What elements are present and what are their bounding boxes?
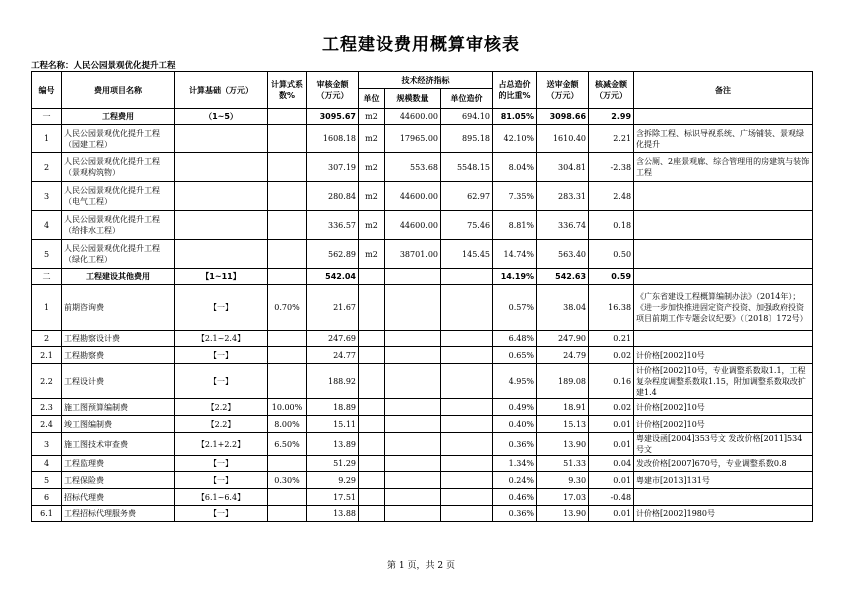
row-price: [441, 456, 493, 472]
row-qty: [385, 347, 441, 364]
row-rate: [268, 182, 307, 211]
row-approved: 9.29: [307, 472, 359, 489]
row-no: 5: [32, 240, 62, 269]
row-rate: 0.30%: [268, 472, 307, 489]
row-basis: 【一】: [175, 347, 268, 364]
row-name: 前期咨询费: [62, 285, 175, 331]
row-note: [634, 109, 813, 125]
row-ratio: 0.65%: [493, 347, 537, 364]
row-no: 6: [32, 489, 62, 506]
table-row: [32, 285, 813, 331]
table-row: [32, 472, 813, 489]
header-row-1: [32, 72, 813, 89]
row-submitted: 542.63: [537, 269, 589, 285]
row-no: 4: [32, 211, 62, 240]
row-basis: 【一】: [175, 456, 268, 472]
row-approved: 336.57: [307, 211, 359, 240]
row-rate: [268, 109, 307, 125]
header-submitted: 送审金额（万元）: [537, 72, 589, 109]
row-rate: [268, 125, 307, 153]
row-submitted: 247.90: [537, 331, 589, 347]
budget-table: [31, 71, 813, 522]
row-basis: 【一】: [175, 364, 268, 399]
row-submitted: 283.31: [537, 182, 589, 211]
row-unit: [359, 399, 385, 416]
row-basis: 【一】: [175, 506, 268, 522]
row-submitted: 13.90: [537, 433, 589, 456]
table-row: [32, 456, 813, 472]
row-no: 4: [32, 456, 62, 472]
row-no: 2: [32, 153, 62, 182]
row-diff: 0.59: [589, 269, 634, 285]
row-note: 发改价格[2007]670号，专业调整系数0.8: [634, 456, 813, 472]
table-row: [32, 364, 813, 399]
row-diff: 0.01: [589, 433, 634, 456]
row-ratio: 1.34%: [493, 456, 537, 472]
row-approved: 542.04: [307, 269, 359, 285]
row-note: 《广东省建设工程概算编制办法》（2014年）；《进一步加快推进固定资产投资、加强政府投资项目前期工作专题会议纪要》（〔2018〕172号）: [634, 285, 813, 331]
row-rate: 8.00%: [268, 416, 307, 433]
row-unit: [359, 269, 385, 285]
row-name: 工程勘察费: [62, 347, 175, 364]
row-approved: 13.88: [307, 506, 359, 522]
table-row: [32, 399, 813, 416]
row-name: 工程设计费: [62, 364, 175, 399]
row-diff: 0.18: [589, 211, 634, 240]
row-qty: [385, 472, 441, 489]
row-diff: 0.04: [589, 456, 634, 472]
row-ratio: 6.48%: [493, 331, 537, 347]
row-unit: [359, 506, 385, 522]
row-basis: 【1~11】: [175, 269, 268, 285]
row-unit: m2: [359, 240, 385, 269]
row-note: [634, 182, 813, 211]
row-ratio: 0.49%: [493, 399, 537, 416]
header-tech: 技术经济指标: [359, 72, 493, 89]
header-ratio: 占总造价的比重%: [493, 72, 537, 109]
row-rate: [268, 240, 307, 269]
row-note: [634, 240, 813, 269]
table-row: [32, 331, 813, 347]
row-price: [441, 347, 493, 364]
table-row: [32, 109, 813, 125]
row-submitted: 189.08: [537, 364, 589, 399]
row-no: 2.1: [32, 347, 62, 364]
row-no: 2: [32, 331, 62, 347]
row-price: [441, 433, 493, 456]
row-no: 二: [32, 269, 62, 285]
row-approved: 24.77: [307, 347, 359, 364]
row-diff: 0.02: [589, 347, 634, 364]
row-ratio: 4.95%: [493, 364, 537, 399]
row-rate: [268, 506, 307, 522]
row-price: 694.10: [441, 109, 493, 125]
row-note: 粤建设函[2004]353号文 发改价格[2011]534号文: [634, 433, 813, 456]
row-note: 计价格[2002]10号: [634, 399, 813, 416]
row-name: 工程保险费: [62, 472, 175, 489]
row-approved: 13.89: [307, 433, 359, 456]
row-submitted: 15.13: [537, 416, 589, 433]
row-qty: [385, 364, 441, 399]
row-price: [441, 331, 493, 347]
header-note: 备注: [634, 72, 813, 109]
row-note: [634, 211, 813, 240]
row-approved: 280.84: [307, 182, 359, 211]
row-price: 62.97: [441, 182, 493, 211]
row-submitted: 13.90: [537, 506, 589, 522]
row-note: 计价格[2002]1980号: [634, 506, 813, 522]
row-basis: [175, 153, 268, 182]
row-name: 工程招标代理服务费: [62, 506, 175, 522]
row-ratio: 8.04%: [493, 153, 537, 182]
row-diff: -0.48: [589, 489, 634, 506]
row-approved: 307.19: [307, 153, 359, 182]
row-basis: 【2.2】: [175, 399, 268, 416]
row-name: 工程费用: [62, 109, 175, 125]
row-approved: 15.11: [307, 416, 359, 433]
row-rate: [268, 347, 307, 364]
row-unit: [359, 433, 385, 456]
table-row: [32, 153, 813, 182]
row-note: 含公厕、2座景观廊、综合管理用的房建筑与装饰工程: [634, 153, 813, 182]
header-name: 费用项目名称: [62, 72, 175, 109]
row-qty: [385, 269, 441, 285]
row-name: 人民公园景观优化提升工程（给排水工程）: [62, 211, 175, 240]
row-approved: 1608.18: [307, 125, 359, 153]
row-no: 3: [32, 433, 62, 456]
row-diff: 0.50: [589, 240, 634, 269]
row-price: [441, 506, 493, 522]
row-submitted: 51.33: [537, 456, 589, 472]
row-basis: [175, 211, 268, 240]
row-name: 人民公园景观优化提升工程（绿化工程）: [62, 240, 175, 269]
row-qty: 553.68: [385, 153, 441, 182]
row-submitted: 18.91: [537, 399, 589, 416]
row-note: [634, 331, 813, 347]
row-ratio: 14.19%: [493, 269, 537, 285]
row-price: [441, 472, 493, 489]
table-row: [32, 269, 813, 285]
row-approved: 3095.67: [307, 109, 359, 125]
row-name: 人民公园景观优化提升工程（园建工程）: [62, 125, 175, 153]
row-unit: [359, 489, 385, 506]
header-approved: 审核金额（万元）: [307, 72, 359, 109]
row-qty: [385, 433, 441, 456]
row-note: [634, 489, 813, 506]
table-row: [32, 506, 813, 522]
row-rate: [268, 331, 307, 347]
row-rate: [268, 364, 307, 399]
page-indicator: 第 1 页，共 2 页: [387, 561, 455, 571]
row-qty: [385, 489, 441, 506]
row-qty: [385, 506, 441, 522]
table-row: [32, 489, 813, 506]
row-name: 工程勘察设计费: [62, 331, 175, 347]
row-diff: 0.02: [589, 399, 634, 416]
row-rate: 0.70%: [268, 285, 307, 331]
row-submitted: 24.79: [537, 347, 589, 364]
row-basis: 【2.1~2.4】: [175, 331, 268, 347]
row-approved: 17.51: [307, 489, 359, 506]
header-rate: 计算式系数%: [268, 72, 307, 109]
header-no: 编号: [32, 72, 62, 109]
row-diff: 2.99: [589, 109, 634, 125]
table-row: [32, 211, 813, 240]
row-price: 5548.15: [441, 153, 493, 182]
row-qty: 44600.00: [385, 182, 441, 211]
table-row: [32, 240, 813, 269]
row-unit: [359, 331, 385, 347]
row-no: 2.4: [32, 416, 62, 433]
row-ratio: 14.74%: [493, 240, 537, 269]
table-row: [32, 125, 813, 153]
row-rate: [268, 269, 307, 285]
row-qty: [385, 416, 441, 433]
row-rate: [268, 456, 307, 472]
row-ratio: 0.36%: [493, 433, 537, 456]
row-price: 75.46: [441, 211, 493, 240]
row-note: 计价格[2002]10号: [634, 416, 813, 433]
row-submitted: 336.74: [537, 211, 589, 240]
row-submitted: 3098.66: [537, 109, 589, 125]
row-price: [441, 489, 493, 506]
row-price: [441, 416, 493, 433]
row-qty: [385, 399, 441, 416]
row-note: 粤建市[2013]131号: [634, 472, 813, 489]
row-unit: [359, 416, 385, 433]
row-unit: [359, 472, 385, 489]
row-diff: 16.38: [589, 285, 634, 331]
row-qty: 38701.00: [385, 240, 441, 269]
row-ratio: 8.81%: [493, 211, 537, 240]
row-approved: 562.89: [307, 240, 359, 269]
row-diff: 2.21: [589, 125, 634, 153]
row-diff: 0.01: [589, 416, 634, 433]
row-diff: 0.01: [589, 506, 634, 522]
row-no: 一: [32, 109, 62, 125]
row-price: [441, 364, 493, 399]
row-unit: m2: [359, 125, 385, 153]
row-basis: 【2.2】: [175, 416, 268, 433]
row-submitted: 1610.40: [537, 125, 589, 153]
row-ratio: 0.36%: [493, 506, 537, 522]
table-row: [32, 182, 813, 211]
row-basis: 【2.1+2.2】: [175, 433, 268, 456]
row-note: 含拆除工程、标识导视系统、广场铺装、景观绿化提升: [634, 125, 813, 153]
page-title: 工程建设费用概算审核表: [322, 35, 520, 55]
row-ratio: 0.40%: [493, 416, 537, 433]
row-approved: 247.69: [307, 331, 359, 347]
row-no: 3: [32, 182, 62, 211]
row-qty: 44600.00: [385, 211, 441, 240]
header-price: 单位造价: [441, 89, 493, 109]
row-submitted: 563.40: [537, 240, 589, 269]
row-unit: [359, 347, 385, 364]
row-ratio: 42.10%: [493, 125, 537, 153]
row-basis: （1~5）: [175, 109, 268, 125]
table-row: [32, 347, 813, 364]
row-submitted: 17.03: [537, 489, 589, 506]
row-rate: [268, 211, 307, 240]
row-approved: 51.29: [307, 456, 359, 472]
row-submitted: 9.30: [537, 472, 589, 489]
row-rate: [268, 489, 307, 506]
row-basis: 【一】: [175, 285, 268, 331]
row-ratio: 0.24%: [493, 472, 537, 489]
row-price: 895.18: [441, 125, 493, 153]
row-qty: [385, 285, 441, 331]
row-price: [441, 285, 493, 331]
row-no: 5: [32, 472, 62, 489]
row-note: 计价格[2002]10号，专业调整系数取1.1，工程复杂程度调整系数取1.15，附加调整系数取改扩建1.4: [634, 364, 813, 399]
row-name: 工程监理费: [62, 456, 175, 472]
row-qty: 17965.00: [385, 125, 441, 153]
row-unit: [359, 364, 385, 399]
row-rate: [268, 153, 307, 182]
row-unit: m2: [359, 211, 385, 240]
row-name: 工程建设其他费用: [62, 269, 175, 285]
header-basis: 计算基础（万元）: [175, 72, 268, 109]
row-basis: 【一】: [175, 472, 268, 489]
header-diff: 核减金额（万元）: [589, 72, 634, 109]
header-qty: 规模数量: [385, 89, 441, 109]
row-no: 2.3: [32, 399, 62, 416]
row-basis: [175, 182, 268, 211]
row-name: 人民公园景观优化提升工程（电气工程）: [62, 182, 175, 211]
row-unit: m2: [359, 153, 385, 182]
row-approved: 188.92: [307, 364, 359, 399]
row-name: 施工图技术审查费: [62, 433, 175, 456]
row-submitted: 38.04: [537, 285, 589, 331]
row-unit: m2: [359, 109, 385, 125]
row-unit: [359, 456, 385, 472]
row-name: 竣工图编制费: [62, 416, 175, 433]
row-ratio: 7.35%: [493, 182, 537, 211]
row-unit: m2: [359, 182, 385, 211]
row-no: 2.2: [32, 364, 62, 399]
row-rate: 6.50%: [268, 433, 307, 456]
row-rate: 10.00%: [268, 399, 307, 416]
table-row: [32, 416, 813, 433]
row-price: [441, 269, 493, 285]
project-name: 工程名称：人民公园景观优化提升工程: [31, 61, 176, 71]
row-approved: 18.89: [307, 399, 359, 416]
row-diff: 0.01: [589, 472, 634, 489]
row-name: 人民公园景观优化提升工程（景观构筑物）: [62, 153, 175, 182]
header-unit: 单位: [359, 89, 385, 109]
row-no: 1: [32, 285, 62, 331]
row-note: [634, 269, 813, 285]
row-basis: [175, 240, 268, 269]
row-basis: [175, 125, 268, 153]
row-qty: [385, 456, 441, 472]
row-name: 施工图预算编制费: [62, 399, 175, 416]
row-ratio: 81.05%: [493, 109, 537, 125]
row-ratio: 0.46%: [493, 489, 537, 506]
row-approved: 21.67: [307, 285, 359, 331]
row-diff: 2.48: [589, 182, 634, 211]
row-price: [441, 399, 493, 416]
row-note: 计价格[2002]10号: [634, 347, 813, 364]
table-row: [32, 433, 813, 456]
row-submitted: 304.81: [537, 153, 589, 182]
row-diff: 0.16: [589, 364, 634, 399]
row-basis: 【6.1~6.4】: [175, 489, 268, 506]
row-price: 145.45: [441, 240, 493, 269]
row-diff: -2.38: [589, 153, 634, 182]
row-no: 6.1: [32, 506, 62, 522]
row-no: 1: [32, 125, 62, 153]
row-name: 招标代理费: [62, 489, 175, 506]
row-qty: [385, 331, 441, 347]
row-diff: 0.21: [589, 331, 634, 347]
row-ratio: 0.57%: [493, 285, 537, 331]
row-unit: [359, 285, 385, 331]
row-qty: 44600.00: [385, 109, 441, 125]
